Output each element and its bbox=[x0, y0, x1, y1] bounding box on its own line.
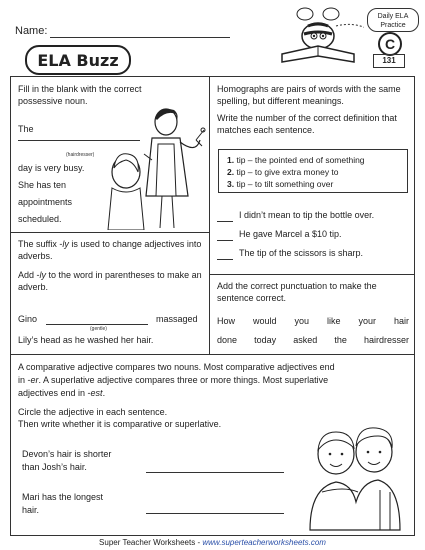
comparative-line-1: A comparative adjective compares two nouns. Most comparative adjectives end bbox=[18, 362, 335, 372]
possessive-instruction: Fill in the blank with the correct possessive noun. bbox=[18, 84, 142, 106]
definition-2: 2. tip – to give extra money to bbox=[227, 167, 339, 177]
homograph-sentence-2: He gave Marcel a $10 tip. bbox=[239, 229, 342, 239]
suffix-gino: Gino bbox=[18, 314, 38, 324]
definition-3: 3. tip – to tilt something over bbox=[227, 179, 334, 189]
bottom-section-divider bbox=[10, 354, 415, 355]
name-line[interactable] bbox=[50, 37, 230, 38]
worksheet-number: 131 bbox=[373, 54, 405, 68]
column-divider bbox=[209, 76, 210, 354]
possessive-the: The bbox=[18, 124, 34, 134]
punctuation-line-1: How would you like your hair bbox=[217, 316, 409, 326]
comparative-instruction-2: Then write whether it is comparative or superlative. bbox=[18, 419, 222, 429]
comparative-line-3: adjectives end in -est. bbox=[18, 388, 106, 398]
adverb-answer-blank[interactable] bbox=[46, 324, 148, 325]
comparative-sentence-1b: than Josh’s hair. bbox=[22, 462, 87, 472]
comparative-instruction-1: Circle the adjective in each sentence. bbox=[18, 407, 168, 417]
bee-reading-icon bbox=[272, 6, 364, 68]
comparative-answer-2[interactable] bbox=[146, 513, 284, 514]
adverb-hint: (gentle) bbox=[90, 326, 107, 332]
name-label: Name: bbox=[15, 25, 48, 37]
possessive-hint: (hairdresser) bbox=[66, 152, 95, 158]
possessive-line-3: appointments bbox=[18, 197, 73, 207]
badge-line-2: Practice bbox=[380, 22, 406, 29]
suffix-massaged: massaged bbox=[156, 314, 198, 324]
comparative-line-2: in -er. A superlative adjective compares three or more things. Most superlative bbox=[18, 375, 329, 385]
footer-link[interactable]: www.superteacherworksheets.com bbox=[202, 538, 326, 547]
worksheet-title: ELA Buzz bbox=[25, 45, 131, 75]
right-section-divider bbox=[209, 274, 415, 275]
comparative-sentence-2a: Mari has the longest bbox=[22, 492, 104, 502]
punctuation-instruction: Add the correct punctuation to make the sentence correct. bbox=[217, 281, 377, 303]
suffix-instruction: Add -ly to the word in parentheses to make an adverb. bbox=[18, 270, 202, 292]
badge-line-1: Daily ELA bbox=[377, 13, 409, 20]
hairdresser-illustration bbox=[104, 100, 206, 230]
two-boys-illustration bbox=[300, 422, 408, 532]
daily-practice-badge bbox=[367, 8, 419, 32]
definitions-box bbox=[218, 149, 408, 193]
level-letter: C bbox=[378, 32, 402, 56]
suffix-intro: The suffix -ly is used to change adjectives into adverbs. bbox=[18, 239, 202, 261]
homograph-answer-3[interactable] bbox=[217, 259, 233, 260]
footer: Super Teacher Worksheets - www.superteacherworksheets.com bbox=[99, 538, 326, 547]
possessive-line-2: She has ten bbox=[18, 180, 67, 190]
punctuation-line-2: done today asked the hairdresser bbox=[217, 335, 409, 345]
possessive-line-1: day is very busy. bbox=[18, 163, 85, 173]
homographs-instruction: Write the number of the correct definition that matches each sentence. bbox=[217, 113, 397, 135]
homographs-intro: Homographs are pairs of words with the same spelling, but different meanings. bbox=[217, 84, 401, 106]
suffix-end: Lily’s head as he washed her hair. bbox=[18, 335, 154, 345]
comparative-answer-1[interactable] bbox=[146, 472, 284, 473]
definition-1: 1. tip – the pointed end of something bbox=[227, 155, 365, 165]
comparative-sentence-2b: hair. bbox=[22, 505, 40, 515]
comparative-sentence-1a: Devon’s hair is shorter bbox=[22, 449, 112, 459]
possessive-line-4: scheduled. bbox=[18, 214, 62, 224]
homograph-sentence-1: I didn’t mean to tip the bottle over. bbox=[239, 210, 375, 220]
homograph-sentence-3: The tip of the scissors is sharp. bbox=[239, 248, 364, 258]
homograph-answer-1[interactable] bbox=[217, 221, 233, 222]
left-section-divider bbox=[10, 232, 210, 233]
homograph-answer-2[interactable] bbox=[217, 240, 233, 241]
